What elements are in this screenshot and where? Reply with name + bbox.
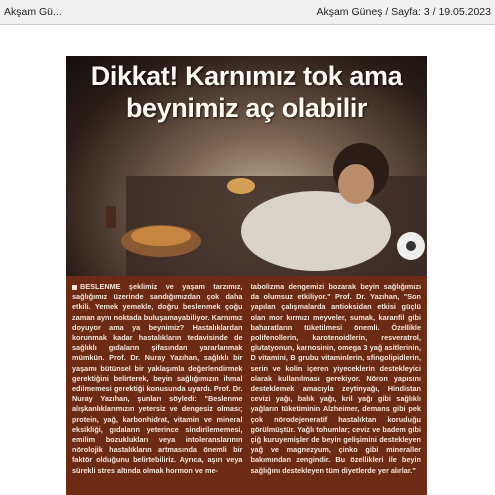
article-headline [66, 60, 427, 124]
article-column-2 [251, 282, 422, 492]
headline-line-1: Dikkat! Karnımız tok ama [90, 61, 403, 91]
page-header-bar [0, 0, 495, 25]
article-body [72, 282, 421, 492]
bullet-square-icon [72, 285, 77, 290]
article-clipping [66, 56, 427, 495]
article-column-1 [72, 282, 243, 492]
article-photo [66, 56, 427, 276]
page-info-label: Akşam Güneş / Sayfa: 3 / 19.05.2023 [316, 6, 491, 18]
newspaper-name-label: Akşam Gü... [4, 6, 62, 18]
headline-line-2: beynimiz aç olabilir [125, 93, 368, 123]
column-1-text: BESLENME şeklimiz ve yaşam tarzımız, sağlığımız üzerinde sandığımızdan çok daha etkili. Yemek yemekle, doğru beslenmek çoğu zaman aynı noktada buluşamayabiliyor. Karnımız doyuyor ama ya beynimiz? Hastalıklardan korunmak kadar hastalıkların tedavisinde de sağlıklı gıdaların şifasından yararlanmak mümkün. Prof. Dr. Nuray Yazıhan, sağlıklı bir yaşamı bütünsel bir yaklaşımla değerlendirmek gerektiğini belirterek, beyin sağlığımızın ihmal edilmemesi gerektiği konusunda uyardı. Prof. Dr. Nuray Yazıhan, şunları söyledi: "Beslenme alışkanlıklarımızın yetersiz ve dengesiz olması; protein, yağ, karbonhidrat, vitamin ve mineral eksikliği, gıdaların yeterince sindirilememesi, emilim bozuklukları veya intoleranslarının nörolojik hastalıkların artmasında önemli bir faktör olduğunu belirtebiliriz. Ayrıca, aşırı veya sürekli stres altında olmak hormon ve me- [72, 282, 243, 475]
column-2-text: tabolizma dengemizi bozarak beyin sağlığımızı da olumsuz etkiliyor." Prof. Dr. Yazıhan, "Son yapılan çalışmalarda antioksidan etkisi güçlü olan mor kırmızı meyveler, sumak, karanfil gibi baharatların tüketilmesi önemli. Özellikle polifenollerin, karotenoidlerin, resveratrol, glutatyonun, karnosinin, omega 3 yağ asitlerinin, D vitamini, B grubu vitaminlerin, sfingolipidlerin, serin ve kolin içeren yiyeceklerin destekleyici olarak kullanılması gerekiyor. Nöron yapısını desteklemek amacıyla zeytinyağı, Hindistan cevizi yağı, balık yağı, kril yağı gibi sağlıklı yağların tüketiminin Alzheimer, demans gibi pek çok nörodejeneratif hastalıktan koruduğu görülmüştür. Yağlı tohumlar; ceviz ve badem gibi çiğ kuruyemişler de beyin gelişimini destekleyen yağ ve magnezyum, çinko gibi mineraller bakımından zengindir. Bu özellikleri ile beyin sağlığını destekleyen tüm diyetlerde yer alırlar." [250, 282, 421, 475]
